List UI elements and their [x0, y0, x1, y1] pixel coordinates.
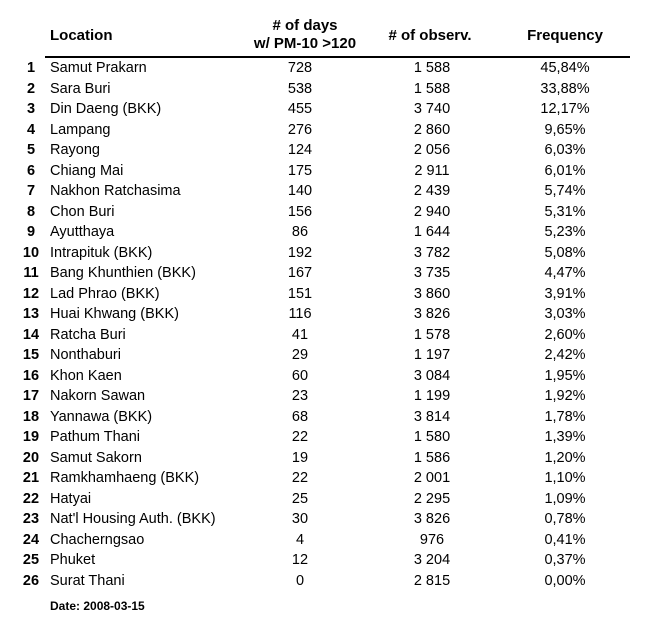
row-rank: 22	[22, 490, 40, 507]
row-rank: 7	[26, 183, 36, 199]
table-row	[0, 325, 653, 346]
table-row	[0, 509, 653, 530]
row-frequency: 5,31%	[544, 203, 586, 220]
row-location: Chon Buri	[50, 203, 115, 220]
row-observations: 2 056	[413, 142, 451, 158]
row-days: 538	[287, 80, 313, 97]
row-days: 728	[287, 60, 313, 76]
row-frequency: 2,42%	[544, 347, 586, 363]
table-row	[0, 386, 653, 407]
table-row	[0, 571, 653, 592]
row-observations: 3 826	[413, 306, 451, 322]
row-location: Lad Phrao (BKK)	[50, 285, 160, 302]
row-frequency: 45,84%	[540, 60, 590, 76]
row-location: Rayong	[50, 142, 100, 158]
row-location: Din Daeng (BKK)	[50, 101, 162, 117]
row-frequency: 12,17%	[540, 101, 590, 117]
row-frequency: 5,08%	[544, 244, 586, 261]
row-frequency: 2,60%	[544, 326, 586, 343]
table-row	[0, 550, 653, 571]
row-rank: 10	[22, 244, 40, 261]
row-location: Chiang Mai	[50, 162, 124, 179]
table-row	[0, 427, 653, 448]
table-row	[0, 99, 653, 120]
row-observations: 3 782	[413, 244, 451, 261]
row-days: 4	[295, 531, 305, 548]
row-frequency: 1,95%	[544, 367, 586, 384]
row-frequency: 6,03%	[544, 142, 586, 158]
row-days: 25	[291, 490, 309, 507]
row-observations: 2 295	[413, 490, 451, 507]
row-rank: 19	[22, 429, 40, 445]
row-days: 0	[295, 572, 305, 589]
row-rank: 20	[22, 449, 40, 466]
row-observations: 1 199	[413, 388, 451, 404]
row-frequency: 6,01%	[544, 162, 586, 179]
table-row	[0, 448, 653, 469]
row-observations: 3 735	[413, 265, 451, 281]
table-row	[0, 181, 653, 202]
row-rank: 16	[22, 367, 40, 384]
table-row	[0, 468, 653, 489]
row-rank: 21	[22, 470, 40, 486]
row-rank: 4	[26, 121, 36, 138]
row-location: Surat Thani	[50, 572, 125, 589]
row-location: Samut Prakarn	[50, 60, 147, 76]
row-rank: 3	[26, 101, 36, 117]
row-location: Nonthaburi	[50, 347, 121, 363]
row-rank: 8	[26, 203, 36, 220]
row-observations: 2 860	[413, 121, 451, 138]
row-observations: 1 644	[413, 224, 451, 240]
table-row	[0, 263, 653, 284]
row-observations: 3 204	[413, 552, 451, 568]
header-frequency: Frequency	[527, 27, 603, 44]
row-days: 156	[287, 203, 313, 220]
row-rank: 15	[22, 347, 40, 363]
row-observations: 2 001	[413, 470, 451, 486]
row-rank: 18	[22, 408, 40, 425]
row-observations: 2 815	[413, 572, 451, 589]
row-frequency: 0,78%	[544, 511, 586, 527]
header-days: # of days w/ PM-10 >120	[253, 17, 357, 52]
row-days: 192	[287, 244, 313, 261]
row-location: Ayutthaya	[50, 224, 115, 240]
table-row	[0, 222, 653, 243]
row-days: 140	[287, 183, 313, 199]
row-rank: 9	[26, 224, 36, 240]
row-rank: 1	[26, 60, 36, 76]
row-location: Yannawa (BKK)	[50, 408, 153, 425]
table-row	[0, 284, 653, 305]
row-location: Khon Kaen	[50, 367, 122, 384]
row-location: Sara Buri	[50, 80, 111, 97]
row-frequency: 3,91%	[544, 285, 586, 302]
row-location: Chacherngsao	[50, 531, 145, 548]
row-days: 167	[287, 265, 313, 281]
table-row	[0, 202, 653, 223]
row-rank: 23	[22, 511, 40, 527]
row-days: 41	[291, 326, 309, 343]
row-observations: 1 588	[413, 60, 451, 76]
row-days: 12	[291, 552, 309, 568]
row-observations: 1 586	[413, 449, 451, 466]
row-frequency: 1,92%	[544, 388, 586, 404]
row-rank: 24	[22, 531, 40, 548]
row-rank: 25	[22, 552, 40, 568]
row-frequency: 0,37%	[544, 552, 586, 568]
row-days: 19	[291, 449, 309, 466]
table-row	[0, 243, 653, 264]
table-row	[0, 345, 653, 366]
row-rank: 14	[22, 326, 40, 343]
row-rank: 26	[22, 572, 40, 589]
row-observations: 3 084	[413, 367, 451, 384]
row-location: Nakorn Sawan	[50, 388, 146, 404]
header-observations: # of observ.	[388, 27, 472, 44]
row-frequency: 33,88%	[540, 80, 590, 97]
row-observations: 2 940	[413, 203, 451, 220]
row-location: Nakhon Ratchasima	[50, 183, 181, 199]
row-frequency: 0,00%	[544, 572, 586, 589]
table-row	[0, 120, 653, 141]
row-rank: 12	[22, 285, 40, 302]
header-location: Location	[50, 27, 113, 44]
row-rank: 11	[23, 265, 39, 281]
row-days: 455	[287, 101, 313, 117]
table-row	[0, 366, 653, 387]
row-location: Ramkhamhaeng (BKK)	[50, 470, 200, 486]
row-location: Huai Khwang (BKK)	[50, 306, 179, 322]
row-location: Samut Sakorn	[50, 449, 142, 466]
table-row	[0, 161, 653, 182]
table-row	[0, 140, 653, 161]
row-observations: 3 814	[413, 408, 451, 425]
row-days: 124	[287, 142, 313, 158]
row-frequency: 5,74%	[544, 183, 586, 199]
row-location: Bang Khunthien (BKK)	[50, 265, 196, 281]
table-row	[0, 489, 653, 510]
row-days: 175	[287, 162, 313, 179]
date-footer: Date: 2008-03-15	[50, 599, 145, 613]
row-observations: 2 911	[414, 162, 450, 179]
row-days: 23	[291, 388, 309, 404]
row-days: 60	[291, 367, 309, 384]
row-observations: 2 439	[413, 183, 451, 199]
row-days: 116	[288, 306, 312, 322]
table-row	[0, 304, 653, 325]
row-rank: 2	[26, 80, 36, 97]
row-location: Phuket	[50, 552, 96, 568]
row-days: 276	[287, 121, 313, 138]
row-location: Ratcha Buri	[50, 326, 126, 343]
row-frequency: 1,39%	[544, 429, 586, 445]
row-location: Intrapituk (BKK)	[50, 244, 153, 261]
row-location: Pathum Thani	[50, 429, 141, 445]
row-frequency: 3,03%	[544, 306, 586, 322]
row-frequency: 9,65%	[544, 121, 586, 138]
row-days: 30	[291, 511, 309, 527]
row-rank: 13	[22, 306, 40, 322]
table-header	[0, 0, 653, 58]
row-observations: 3 740	[413, 101, 451, 117]
row-days: 22	[291, 429, 309, 445]
row-observations: 3 860	[413, 285, 451, 302]
row-frequency: 1,20%	[544, 449, 586, 466]
row-days: 29	[291, 347, 309, 363]
row-rank: 17	[22, 388, 40, 404]
row-days: 151	[287, 285, 313, 302]
row-observations: 1 197	[413, 347, 451, 363]
row-observations: 976	[419, 531, 445, 548]
row-location: Lampang	[50, 121, 111, 138]
row-observations: 1 580	[413, 429, 451, 445]
row-frequency: 1,10%	[544, 470, 586, 486]
row-rank: 6	[26, 162, 36, 179]
row-frequency: 1,78%	[544, 408, 586, 425]
row-observations: 3 826	[413, 511, 451, 527]
row-days: 68	[291, 408, 309, 425]
table-row	[0, 79, 653, 100]
row-location: Hatyai	[50, 490, 92, 507]
row-days: 22	[291, 470, 309, 486]
row-days: 86	[291, 224, 309, 240]
row-observations: 1 588	[413, 80, 451, 97]
table-row	[0, 530, 653, 551]
table-row	[0, 58, 653, 79]
row-frequency: 4,47%	[544, 265, 586, 281]
row-frequency: 0,41%	[544, 531, 586, 548]
table-row	[0, 407, 653, 428]
row-location: Nat'l Housing Auth. (BKK)	[50, 511, 216, 527]
row-frequency: 1,09%	[544, 490, 586, 507]
row-rank: 5	[26, 142, 36, 158]
row-observations: 1 578	[413, 326, 451, 343]
row-frequency: 5,23%	[544, 224, 586, 240]
